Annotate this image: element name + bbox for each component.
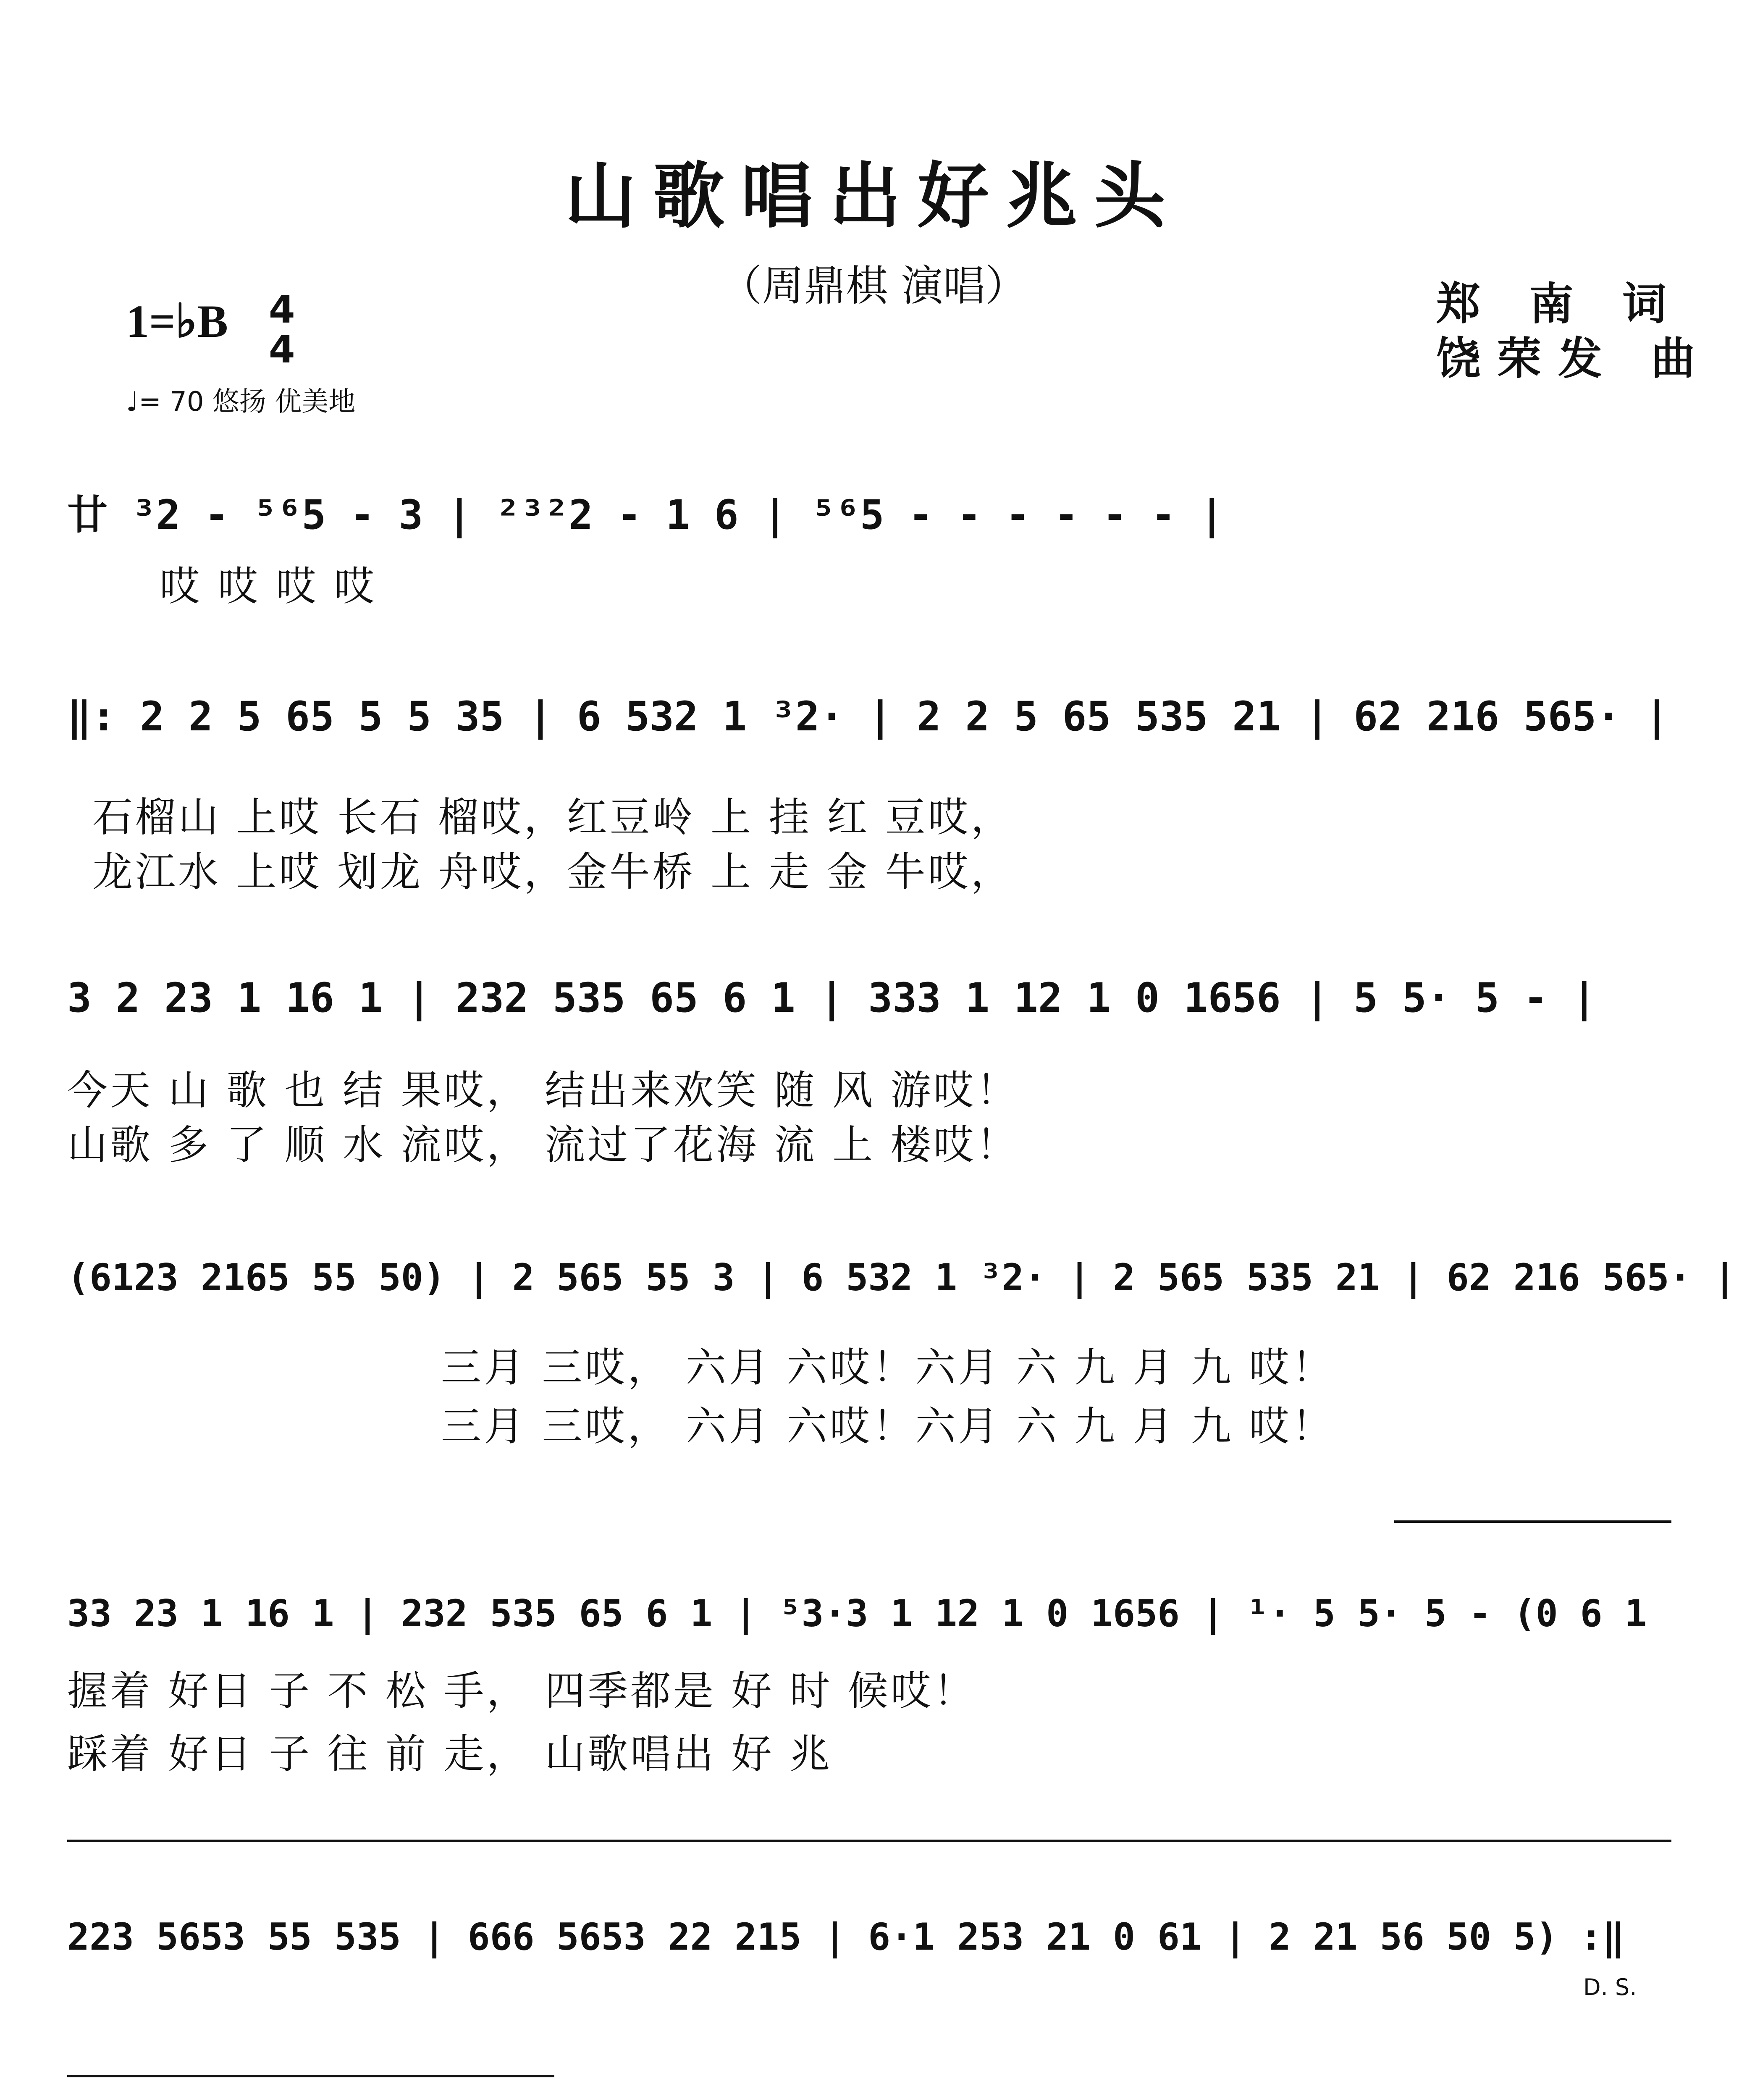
tempo-marking: ♩= 70 悠扬 优美地 bbox=[126, 386, 356, 417]
time-signature-bottom: 4 bbox=[269, 328, 295, 372]
lyrics-system-4-verse-2: 三月 三哎， 六月 六哎！六月 六 九 月 九 哎！ bbox=[441, 1403, 1335, 1450]
score-system-4: (6123 2165 55 50) | 2 565 55 3 | 6 532 1 ³2· | 2 565 535 21 | 62 216 565· | bbox=[67, 1256, 1736, 1299]
time-signature-top: 4 bbox=[269, 288, 295, 332]
lyricist-credit: 郑 南 词 bbox=[1436, 278, 1684, 330]
lyrics-system-1: 哎 哎 哎 哎 bbox=[160, 563, 377, 610]
time-signature bbox=[269, 290, 295, 370]
score-system-1: 廿 ³2 - ⁵⁶5 - 3 | ²³²2 - 1 6 | ⁵⁶5 - - - - - - | bbox=[67, 491, 1224, 538]
lyrics-system-4-verse-1: 三月 三哎， 六月 六哎！六月 六 九 月 九 哎！ bbox=[441, 1344, 1335, 1391]
da-segno-marking: D. S. bbox=[1583, 1974, 1637, 2000]
score-system-6: 223 5653 55 535 | 666 5653 22 215 | 6·1 253 21 0 61 | 2 21 56 50 5) :‖ bbox=[67, 1915, 1625, 1958]
score-system-2: ‖: 2 2 5 65 5 5 35 | 6 532 1 ³2· | 2 2 5 65 535 21 | 62 216 565· | bbox=[67, 693, 1669, 740]
lyrics-system-2-verse-2: 龙江水 上哎 划龙 舟哎，金牛桥 上 走 金 牛哎， bbox=[92, 848, 1014, 895]
score-system-3: 3 2 23 1 16 1 | 232 535 65 6 1 | 333 1 12 1 0 1656 | 5 5· 5 - | bbox=[67, 974, 1597, 1021]
interlude-bracket bbox=[67, 1840, 1671, 1842]
lyrics-system-5-verse-1: 握着 好日 子 不 松 手， 四季都是 好 时 候哎！ bbox=[67, 1667, 976, 1714]
lyrics-system-2-verse-1: 石榴山 上哎 长石 榴哎，红豆岭 上 挂 红 豆哎， bbox=[92, 794, 1014, 841]
key-signature: 1=♭B bbox=[126, 296, 228, 347]
singer-credit: （周鼎棋 演唱） bbox=[720, 261, 1027, 310]
lyrics-system-5-verse-2: 踩着 好日 子 往 前 走， 山歌唱出 好 兆 bbox=[67, 1730, 833, 1777]
score-system-5: 33 23 1 16 1 | 232 535 65 6 1 | ⁵3·3 1 12 1 0 1656 | ¹· 5 5· 5 - (0 6 1 bbox=[67, 1592, 1647, 1635]
lyrics-system-3-verse-2: 山歌 多 了 顺 水 流哎， 流过了花海 流 上 楼哎！ bbox=[67, 1121, 1019, 1168]
composer-credit: 饶荣发 曲 bbox=[1436, 333, 1712, 384]
lyrics-system-3-verse-1: 今天 山 歌 也 结 果哎， 结出来欢笑 随 风 游哎！ bbox=[67, 1067, 1019, 1114]
second-ending-bracket bbox=[67, 2075, 554, 2077]
song-title: 山歌唱出好兆头 bbox=[564, 155, 1182, 238]
first-ending-bracket bbox=[1394, 1520, 1671, 1523]
